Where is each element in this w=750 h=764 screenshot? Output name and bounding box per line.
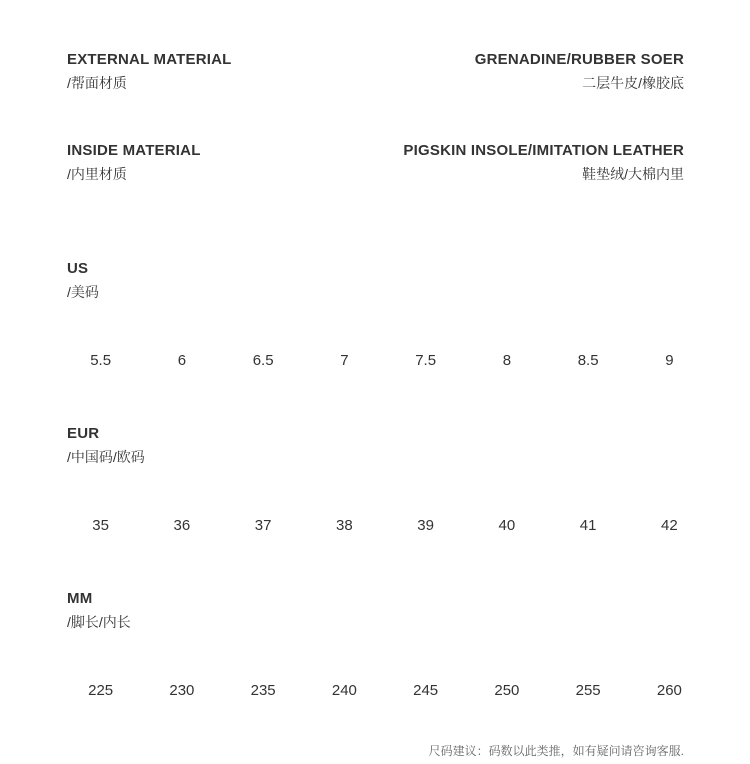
eur-size-label-en: EUR — [67, 425, 100, 442]
us-size-cell: 6 — [177, 352, 187, 369]
size-footnote: 尺码建议：码数以此类推，如有疑问请咨询客服. — [428, 744, 684, 758]
mm-size-label-cn: /脚长/内长 — [67, 614, 131, 630]
mm-size-cell: 225 — [88, 682, 114, 699]
mm-size-label-en: MM — [67, 590, 93, 607]
us-size-label — [67, 258, 99, 304]
external-material-value — [475, 49, 684, 95]
external-material-label — [67, 49, 232, 95]
us-size-cell: 8 — [502, 352, 512, 369]
inside-material-label — [67, 140, 201, 186]
us-size-label-en: US — [67, 260, 89, 277]
eur-size-cell: 35 — [92, 517, 109, 534]
mm-size-cell: 250 — [494, 682, 520, 699]
external-material-value-cn: 二层牛皮/橡胶底 — [582, 75, 684, 91]
eur-size-cell: 42 — [661, 517, 678, 534]
eur-size-cell: 41 — [579, 517, 597, 534]
external-material-row — [67, 49, 684, 95]
us-size-cell: 7.5 — [415, 352, 437, 369]
mm-size-cell: 255 — [575, 682, 601, 699]
eur-size-row — [60, 515, 710, 537]
inside-material-value — [403, 140, 684, 186]
us-size-cell: 5.5 — [90, 352, 112, 369]
eur-size-cell: 36 — [173, 517, 191, 534]
external-material-label-cn: /帮面材质 — [67, 75, 127, 91]
us-size-row — [60, 350, 710, 372]
mm-size-cell: 235 — [250, 682, 276, 699]
mm-size-row — [60, 680, 710, 702]
external-material-label-en: EXTERNAL MATERIAL — [67, 51, 232, 68]
eur-size-cell: 39 — [417, 517, 434, 534]
mm-size-label — [67, 588, 131, 634]
inside-material-value-cn: 鞋垫绒/大棉内里 — [582, 166, 684, 182]
eur-size-label-cn: /中国码/欧码 — [67, 449, 145, 465]
us-size-label-cn: /美码 — [67, 284, 99, 300]
mm-size-cell: 245 — [413, 682, 439, 699]
external-material-value-en: GRENADINE/RUBBER SOER — [474, 51, 684, 68]
inside-material-label-en: INSIDE MATERIAL — [67, 142, 201, 159]
eur-size-cell: 37 — [254, 517, 272, 534]
inside-material-row — [67, 140, 684, 186]
inside-material-label-cn: /内里材质 — [67, 166, 127, 182]
us-size-cell: 9 — [665, 352, 674, 369]
us-size-cell: 8.5 — [577, 352, 599, 369]
us-size-cell: 6.5 — [252, 352, 274, 369]
eur-size-cell: 40 — [498, 517, 516, 534]
inside-material-value-en: PIGSKIN INSOLE/IMITATION LEATHER — [403, 142, 684, 159]
mm-size-cell: 230 — [169, 682, 195, 699]
eur-size-cell: 38 — [336, 517, 353, 534]
eur-size-label — [67, 423, 145, 469]
mm-size-cell: 240 — [331, 682, 357, 699]
us-size-cell: 7 — [340, 352, 349, 369]
mm-size-cell: 260 — [656, 682, 682, 699]
